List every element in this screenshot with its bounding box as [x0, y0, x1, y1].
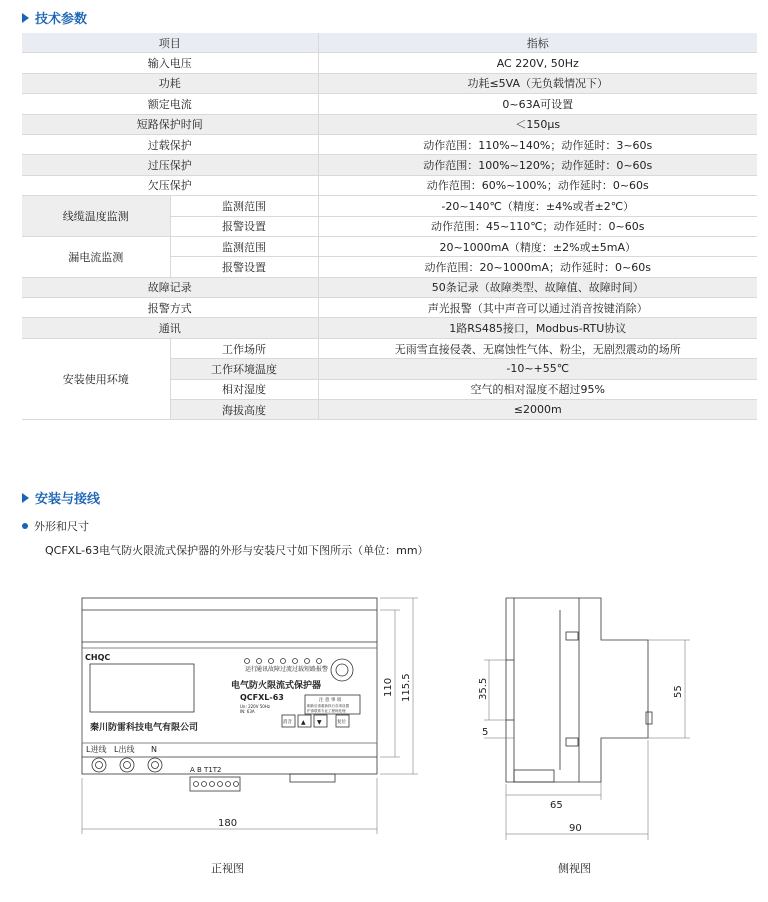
front-view-drawing: [82, 598, 418, 834]
table-row: 过载保护 动作范围：110%~140%；动作延时：3~60s: [22, 134, 757, 154]
front-company: 秦川防雷科技电气有限公司: [90, 723, 199, 733]
table-row: 报警方式 声光报警（其中声音可以通过消音按键消除）: [22, 298, 757, 318]
indicator-label: 故障: [268, 666, 281, 673]
header-item: 项目: [22, 33, 318, 53]
dim-90: 90: [569, 823, 582, 834]
indicator-label: 过载: [292, 666, 305, 673]
table-row: 安装使用环境 工作场所 无雨雪直接侵袭、无腐蚀性气体、粉尘，无剧烈震动的场所: [22, 338, 757, 358]
install-title: 安装与接线: [22, 488, 100, 507]
terminal-label: L出线: [114, 745, 135, 754]
front-brand: CHQC: [85, 653, 111, 662]
dim-height-110: 110: [383, 677, 394, 697]
side-view-caption: 侧视图: [558, 862, 591, 875]
indicator-label: 短路: [304, 666, 317, 673]
front-model: QCFXL-63: [240, 693, 284, 702]
table-row: 线缆温度监测 监测范围 -20~140℃（精度：±4%或者±2℃）: [22, 196, 757, 216]
terminal-label: N: [151, 745, 157, 754]
table-row: 功耗 功耗≤5VA（无负载情况下）: [22, 73, 757, 93]
dim-55: 55: [673, 685, 684, 698]
indicator-label: 过流: [280, 666, 293, 673]
table-row: 短路保护时间 ＜150μs: [22, 114, 757, 134]
table-row: 欠压保护 动作范围：60%~100%；动作延时：0~60s: [22, 175, 757, 195]
down-button-label: ▼: [317, 719, 322, 726]
side-view-drawing: [484, 598, 690, 840]
dimensions-bullet: 外形和尺寸: [22, 518, 89, 534]
table-row: 相对湿度 空气的相对湿度不超过95%: [22, 379, 757, 399]
notice-line: 护请联系专业工程师处理: [307, 709, 346, 713]
indicator-label: 运行: [245, 666, 258, 673]
up-button-label: ▲: [301, 719, 306, 726]
reset-button-label: 复位: [337, 720, 346, 725]
install-description: QCFXL-63电气防火限流式保护器的外形与安装尺寸如下图所示（单位：mm）: [45, 544, 429, 557]
tech-specs-title: 技术参数: [22, 8, 87, 27]
table-row: 报警设置 动作范围：20~1000mA；动作延时：0~60s: [22, 257, 757, 277]
table-row: 工作环境温度 -10~+55℃: [22, 359, 757, 379]
front-title: 电气防火限流式保护器: [231, 681, 322, 691]
table-row: 海拔高度 ≤2000m: [22, 400, 757, 420]
mute-button-label: 消音: [283, 720, 292, 725]
dim-65: 65: [550, 800, 563, 811]
group-environment: 安装使用环境: [22, 338, 170, 420]
group-cable-temp: 线缆温度监测: [22, 196, 170, 237]
notice-title: 注 意 事 项: [319, 698, 342, 703]
table-row: 通讯 1路RS485接口，Modbus-RTU协议: [22, 318, 757, 338]
front-rating-current: IN: 63A: [240, 709, 255, 714]
dim-5: 5: [482, 727, 489, 738]
front-view-caption: 正视图: [211, 862, 244, 875]
header-spec: 指标: [318, 33, 757, 53]
table-row: 额定电流 0~63A可设置: [22, 94, 757, 114]
dim-35-5: 35.5: [478, 677, 489, 700]
dim-height-115-5: 115.5: [401, 673, 412, 702]
group-leakage: 漏电流监测: [22, 236, 170, 277]
table-row: 故障记录 50条记录（故障类型、故障值、故障时间）: [22, 277, 757, 297]
front-rating-voltage: Un: 220V 50Hz: [240, 704, 270, 709]
bottom-terminal-labels: A B T1T2: [190, 766, 222, 774]
dim-width-180: 180: [218, 818, 238, 829]
notice-line: 刷新后请重新执行各项设置: [307, 704, 349, 708]
table-row: 过压保护 动作范围：100%~120%；动作延时：0~60s: [22, 155, 757, 175]
table-row: 报警设置 动作范围：45~110℃；动作延时：0~60s: [22, 216, 757, 236]
indicator-label: 通讯: [256, 666, 269, 673]
terminal-label: L进线: [86, 745, 107, 754]
table-row: 输入电压 AC 220V, 50Hz: [22, 53, 757, 73]
table-row: 漏电流监测 监测范围 20~1000mA（精度：±2%或±5mA）: [22, 236, 757, 256]
indicator-label: 报警: [316, 666, 329, 673]
